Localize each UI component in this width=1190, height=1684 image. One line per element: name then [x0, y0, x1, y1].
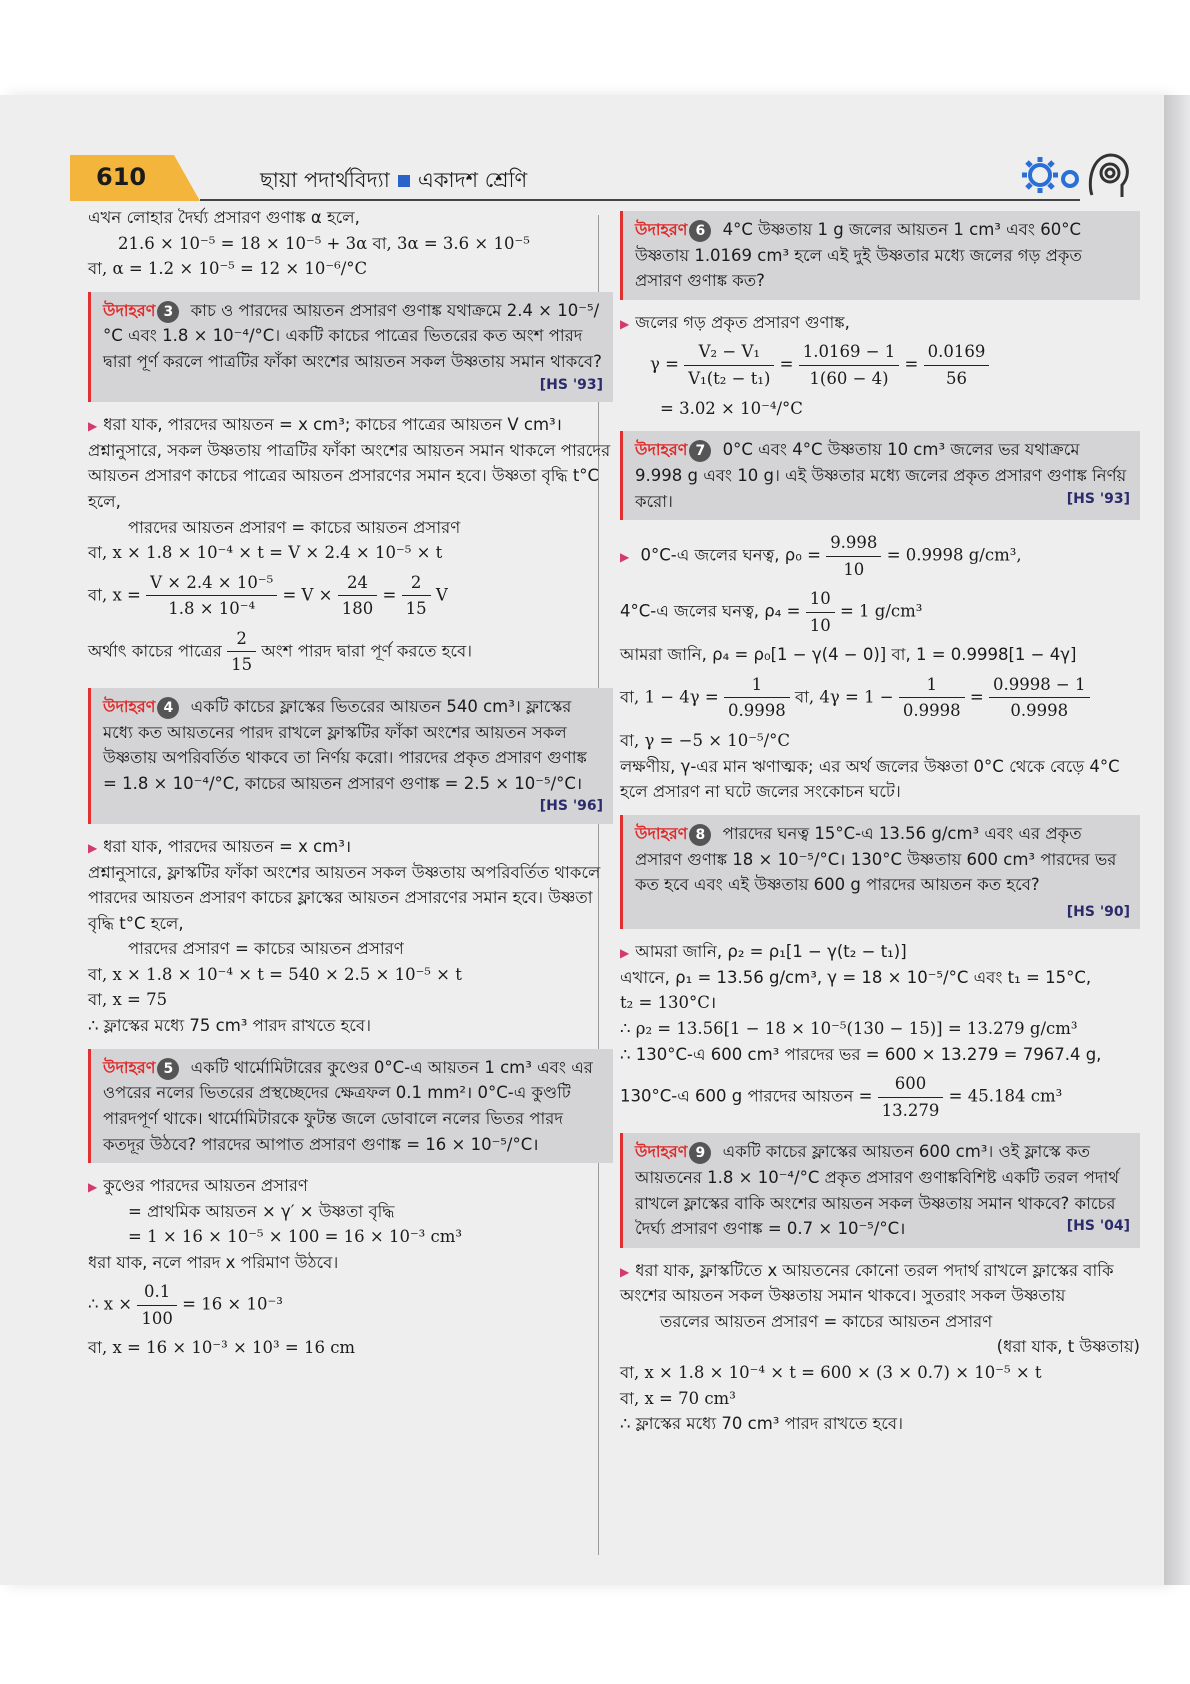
right-column — [620, 205, 1140, 1447]
text: = V × — [282, 585, 333, 605]
numerator: 0.9998 − 1 — [989, 672, 1090, 699]
page-spine — [1164, 95, 1190, 1585]
text: 4°C-এ জলের ঘনত্ব, ρ₄ = — [620, 601, 801, 621]
intro-line-3: বা, α = 1.2 × 10⁻⁵ = 12 × 10⁻⁶/°C — [88, 259, 368, 279]
solution-fraction-line — [620, 530, 1140, 582]
fraction — [402, 570, 431, 622]
solution-fraction-line — [620, 672, 1140, 724]
example-number: 5 — [157, 1058, 179, 1080]
example-label: উদাহরণ — [635, 823, 688, 843]
solution-line: ▶ ধরা যাক, পারদের আয়তন = x cm³; কাচের পাত্রের আয়তন V cm³। — [88, 412, 613, 438]
fraction — [684, 339, 774, 391]
solution-line: আমরা জানি, ρ₄ = ρ₀[1 − γ(4 − 0)] বা, 1 = 0.9998[1 − 4γ] — [620, 645, 1077, 665]
denominator: 100 — [141, 1308, 173, 1328]
numerator: V₂ − V₁ — [684, 339, 774, 366]
exam-reference: [HS '93] — [539, 376, 603, 393]
numerator: 1.0169 − 1 — [799, 339, 900, 366]
denominator: 0.9998 — [727, 701, 786, 721]
fraction — [724, 672, 790, 724]
example-4-solution — [88, 834, 613, 1039]
example-9-box — [620, 1133, 1140, 1247]
text: বা, 1 − 4γ = — [620, 687, 719, 707]
numerator: 2 — [227, 626, 256, 653]
solution-line: বা, x = 16 × 10⁻³ × 10³ = 16 cm — [88, 1338, 356, 1358]
example-label: উদাহরণ — [103, 696, 156, 716]
example-4-box — [88, 688, 613, 824]
fraction — [146, 570, 277, 622]
solution-line: পারদের আয়তন প্রসারণ = কাচের আয়তন প্রসারণ — [128, 517, 461, 537]
example-number: 6 — [689, 220, 711, 242]
fraction — [924, 339, 990, 391]
text: 130°C-এ 600 g পারদের আয়তন = — [620, 1086, 873, 1106]
header-rule — [200, 199, 1080, 201]
numerator: 9.998 — [826, 530, 881, 557]
exam-reference: [HS '96] — [539, 798, 603, 815]
text: 0°C-এ জলের ঘনত্ব, ρ₀ = — [640, 545, 821, 565]
solution-line: বা, x × 1.8 × 10⁻⁴ × t = 540 × 2.5 × 10⁻⁵ × t — [88, 964, 462, 984]
exam-reference: [HS '93] — [1066, 490, 1130, 507]
denominator: 13.279 — [881, 1100, 940, 1120]
solution-fraction-line — [88, 626, 613, 678]
denominator: 1.8 × 10⁻⁴ — [168, 599, 256, 619]
solution-line: বা, x × 1.8 × 10⁻⁴ × t = V × 2.4 × 10⁻⁵ × t — [88, 543, 443, 563]
numerator: 2 — [402, 570, 431, 597]
example-question: একটি থার্মোমিটারের কুণ্ডের 0°C-এ আয়তন 1 cm³ এবং এর ওপরের নলের ভিতরের প্রস্থচ্ছেদের ক্ষেত্রফল 0.1 mm²। 0°C-এ কুণ্ডটি পারদপূর্ণ থাকে। থার্মোমিটারকে ফুটন্ত জলে ডোবালে নলের ভিতর পারদ কতদূর উঠবে? পারদের আপাত প্রসারণ গুণাঙ্ক = 16 × 10⁻⁵/°C। — [103, 1057, 593, 1154]
book-title-line — [260, 164, 527, 199]
fraction — [799, 339, 900, 391]
text: অর্থাৎ কাচের পাত্রের — [88, 641, 222, 661]
fraction — [878, 1071, 944, 1123]
numerator: 10 — [806, 586, 835, 613]
fraction — [826, 530, 881, 582]
text: ∴ x × — [88, 1294, 133, 1314]
square-bullet-icon — [398, 175, 410, 187]
solution-line: = 1 × 16 × 10⁻⁵ × 100 = 16 × 10⁻³ cm³ — [128, 1227, 463, 1247]
solution-line: প্রশ্নানুসারে, ফ্লাস্কটির ফাঁকা অংশের আয়তন সকল উষ্ণতায় অপরিবর্তিত থাকলে পারদের আয়তন প্রসারণ কাচের ফ্লাস্কের আয়তন প্রসারণের সমান হবে। উষ্ণতা বৃদ্ধি t°C হলে, — [88, 862, 601, 933]
solution-line: বা, x = 75 — [88, 990, 168, 1010]
text: বা, x = — [88, 585, 141, 605]
fraction — [989, 672, 1090, 724]
example-5-box — [88, 1049, 613, 1163]
example-label: উদাহরণ — [635, 440, 688, 460]
page-header — [70, 155, 1150, 203]
denominator: 56 — [945, 369, 967, 389]
text: = — [969, 687, 984, 707]
example-question: একটি কাচের ফ্লাস্কের ভিতরের আয়তন 540 cm³। ফ্লাস্কের মধ্যে কত আয়তনের পারদ রাখলে ফ্লাস্কটির ফাঁকা অংশের আয়তন সকল উষ্ণতায় অপরিবর্তিত থাকবে তা নির্ণয় করো। পারদের প্রকৃত প্রসারণ গুণাঙ্ক = 1.8 × 10⁻⁴/°C, কাচের আয়তন প্রসারণ গুণাঙ্ক = 2.5 × 10⁻⁵/°C। — [103, 696, 587, 793]
solution-line: এখানে, ρ₁ = 13.56 g/cm³, γ = 18 × 10⁻⁵/°C এবং t₁ = 15°C, — [620, 967, 1092, 987]
example-6-solution — [620, 310, 1140, 421]
text: = 45.184 cm³ — [948, 1086, 1063, 1106]
example-9-solution — [620, 1258, 1140, 1437]
solution-line: ∴ ফ্লাস্কের মধ্যে 70 cm³ পারদ রাখতে হবে। — [620, 1414, 903, 1434]
solution-line: ∴ 130°C-এ 600 cm³ পারদের ভর = 600 × 13.279 = 7967.4 g, — [620, 1044, 1102, 1064]
solution-line: ▶ ধরা যাক, পারদের আয়তন = x cm³। — [88, 834, 613, 860]
example-number: 4 — [157, 697, 179, 719]
text: = — [382, 585, 397, 605]
solution-line: = 3.02 × 10⁻⁴/°C — [660, 398, 803, 418]
example-question: কাচ ও পারদের আয়তন প্রসারণ গুণাঙ্ক যথাক্রমে 2.4 × 10⁻⁵/°C এবং 1.8 × 10⁻⁴/°C। একটি কাচের পাত্রের ভিতরের কত অংশ পারদ দ্বারা পূর্ণ করলে পাত্রটির ফাঁকা অংশের আয়তন সকল উষ্ণতায় সমান থাকবে? — [103, 300, 602, 372]
example-question: 4°C উষ্ণতায় 1 g জলের আয়তন 1 cm³ এবং 60°C উষ্ণতায় 1.0169 cm³ হলে এই দুই উষ্ণতার মধ্যে জলের গড় প্রকৃত প্রসারণ গুণাঙ্ক কত? — [635, 220, 1082, 291]
text: = 0.9998 g/cm³, — [886, 545, 1022, 565]
text: = 16 × 10⁻³ — [182, 1294, 283, 1314]
book-title: ছায়া পদার্থবিদ্যা — [260, 168, 390, 192]
example-8-box — [620, 815, 1140, 930]
text: অংশ পারদ দ্বারা পূর্ণ করতে হবে। — [261, 641, 473, 661]
solution-line: ▶ ধরা যাক, ফ্লাস্কটিতে x আয়তনের কোনো তরল পদার্থ রাখলে ফ্লাস্কের বাকি অংশের আয়তন সকল উষ্ণতায় সমান থাকবে। সুতরাং সকল উষ্ণতায় — [620, 1258, 1140, 1309]
numerator: 1 — [724, 672, 790, 699]
example-label: উদাহরণ — [103, 300, 156, 320]
text: V — [435, 585, 448, 605]
solution-line: ∴ ρ₂ = 13.56[1 − 18 × 10⁻⁵(130 − 15)] = 13.279 g/cm³ — [620, 1019, 1078, 1039]
solution-line: ▶ আমরা জানি, ρ₂ = ρ₁[1 − γ(t₂ − t₁)] — [620, 939, 1140, 965]
example-number: 9 — [689, 1142, 711, 1164]
denominator: 0.9998 — [902, 701, 961, 721]
solution-fraction-line — [620, 339, 1140, 391]
denominator: 10 — [809, 615, 831, 635]
fraction — [899, 672, 965, 724]
denominator: 180 — [341, 599, 374, 619]
denominator: 10 — [843, 559, 865, 579]
text: γ = — [650, 355, 679, 375]
denominator: 1(60 − 4) — [809, 369, 889, 389]
numerator: V × 2.4 × 10⁻⁵ — [146, 570, 277, 597]
gears-head-icon — [1010, 145, 1135, 205]
example-label: উদাহরণ — [635, 1142, 688, 1162]
solution-line: ∴ ফ্লাস্কের মধ্যে 75 cm³ পারদ রাখতে হবে। — [88, 1016, 371, 1036]
solution-note: লক্ষণীয়, γ-এর মান ঋণাত্মক; এর অর্থ জলের উষ্ণতা 0°C থেকে বেড়ে 4°C হলে প্রসারণ না ঘটে জলের সংকোচন ঘটে। — [620, 756, 1120, 802]
numerator: 0.0169 — [924, 339, 990, 366]
solution-line: (ধরা যাক, t উষ্ণতায়) — [996, 1337, 1140, 1357]
solution-line: = প্রাথমিক আয়তন × γ′ × উষ্ণতা বৃদ্ধি — [128, 1201, 395, 1221]
example-8-solution — [620, 939, 1140, 1123]
example-label: উদাহরণ — [635, 220, 688, 239]
denominator: 0.9998 — [1010, 701, 1069, 721]
text: = — [904, 355, 919, 375]
denominator: 15 — [231, 655, 253, 675]
solution-line: তরলের আয়তন প্রসারণ = কাচের আয়তন প্রসারণ — [660, 1311, 993, 1331]
solution-fraction-line — [88, 570, 613, 622]
example-question: 0°C এবং 4°C উষ্ণতায় 10 cm³ জলের ভর যথাক্রমে 9.998 g এবং 10 g। এই উষ্ণতার মধ্যে জলের প্রকৃত প্রসারণ গুণাঙ্ক নির্ণয় করো। — [635, 440, 1127, 511]
denominator: V₁(t₂ − t₁) — [688, 369, 771, 389]
fraction — [806, 586, 835, 638]
page-number: 610 — [96, 163, 147, 191]
text: বা, 4γ = 1 − — [794, 687, 894, 707]
fraction — [227, 626, 256, 678]
solution-line: t₂ = 130°C। — [620, 993, 717, 1013]
text: = — [779, 355, 794, 375]
solution-line: ▶ কুণ্ডের পারদের আয়তন প্রসারণ — [88, 1173, 613, 1199]
solution-line: ধরা যাক, নলে পারদ x পরিমাণ উঠবে। — [88, 1252, 339, 1272]
example-label: উদাহরণ — [103, 1057, 156, 1077]
example-number: 7 — [689, 440, 711, 462]
intro-line-1: এখন লোহার দৈর্ঘ্য প্রসারণ গুণাঙ্ক α হলে, — [88, 208, 360, 227]
exam-reference-row — [635, 898, 1130, 924]
intro-block — [88, 205, 613, 282]
text: = 1 g/cm³ — [839, 601, 923, 621]
solution-fraction-line — [88, 1279, 613, 1331]
solution-fraction-line — [620, 1071, 1140, 1123]
fraction — [338, 570, 378, 622]
solution-fraction-line — [620, 586, 1140, 638]
solution-line: পারদের প্রসারণ = কাচের আয়তন প্রসারণ — [128, 939, 404, 959]
exam-reference: [HS '90] — [1066, 903, 1130, 920]
example-3-solution — [88, 412, 613, 678]
exam-reference: [HS '04] — [1066, 1218, 1130, 1235]
intro-line-2: 21.6 × 10⁻⁵ = 18 × 10⁻⁵ + 3α বা, 3α = 3.6 × 10⁻⁵ — [118, 233, 530, 253]
example-6-box — [620, 211, 1140, 300]
numerator: 1 — [899, 672, 965, 699]
solution-line: বা, γ = −5 × 10⁻⁵/°C — [620, 731, 791, 751]
example-3-box — [88, 292, 613, 403]
book-class: একাদশ শ্রেণি — [417, 168, 528, 192]
numerator: 600 — [878, 1071, 944, 1098]
example-number: 3 — [157, 301, 179, 323]
left-column — [88, 205, 613, 1371]
numerator: 0.1 — [137, 1279, 177, 1306]
numerator: 24 — [338, 570, 378, 597]
example-7-solution — [620, 530, 1140, 805]
solution-line: ▶ জলের গড় প্রকৃত প্রসারণ গুণাঙ্ক, — [620, 310, 1140, 336]
example-question: পারদের ঘনত্ব 15°C-এ 13.56 g/cm³ এবং এর প্রকৃত প্রসারণ গুণাঙ্ক 18 × 10⁻⁵/°C। 130°C উষ্ণতায় 600 cm³ পারদের ভর কত হবে এবং এই উষ্ণতায় 600 g পারদের আয়তন কত হবে? — [635, 823, 1117, 895]
example-5-solution — [88, 1173, 613, 1361]
fraction — [137, 1279, 177, 1331]
example-7-box — [620, 431, 1140, 520]
solution-line: বা, x × 1.8 × 10⁻⁴ × t = 600 × (3 × 0.7) × 10⁻⁵ × t — [620, 1363, 1042, 1382]
denominator: 15 — [405, 599, 427, 619]
example-number: 8 — [689, 824, 711, 846]
solution-line: প্রশ্নানুসারে, সকল উষ্ণতায় পাত্রটির ফাঁকা অংশের আয়তন সমান থাকলে পারদের আয়তন প্রসারণ কাচের পাত্রের আয়তন প্রসারণের সমান হবে। উষ্ণতা বৃদ্ধি t°C হলে, — [88, 440, 611, 511]
example-question: একটি কাচের ফ্লাস্কের আয়তন 600 cm³। ওই ফ্লাস্কে কত আয়তনের 1.8 × 10⁻⁴/°C প্রকৃত প্রসারণ গুণাঙ্কবিশিষ্ট একটি তরল পদার্থ রাখলে ফ্লাস্কের বাকি অংশের আয়তন সকল উষ্ণতায় সমান থাকবে? কাচের দৈর্ঘ্য প্রসারণ গুণাঙ্ক = 0.7 × 10⁻⁵/°C। — [635, 1142, 1120, 1239]
solution-line: বা, x = 70 cm³ — [620, 1388, 736, 1408]
